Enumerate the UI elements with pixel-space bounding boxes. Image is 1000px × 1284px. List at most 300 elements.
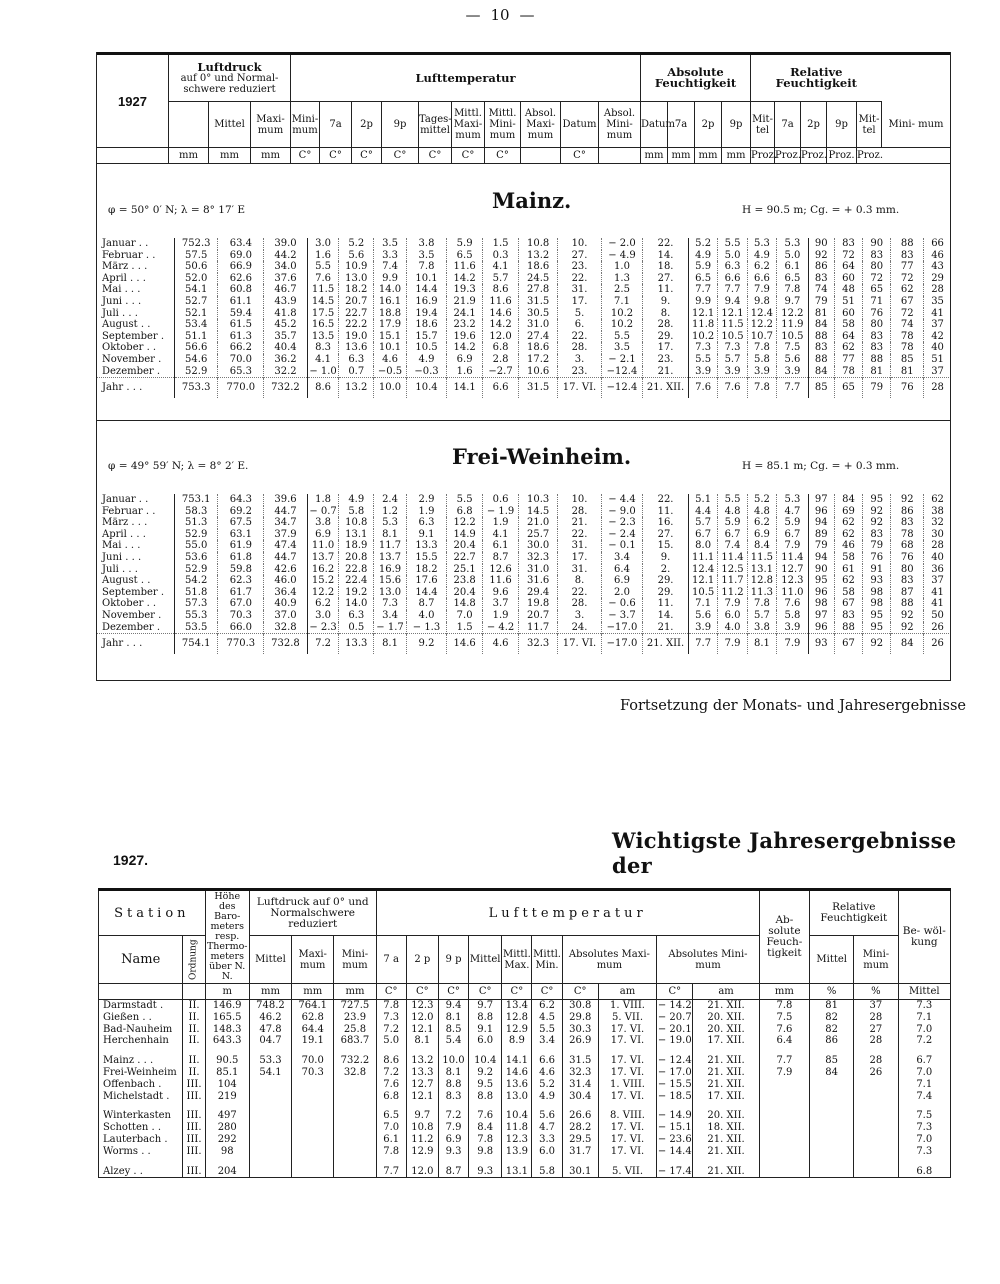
data-cell: 88 xyxy=(891,598,924,610)
station-name: Worms . . xyxy=(99,1146,183,1158)
data-cell: 5.1 xyxy=(688,494,717,506)
data-cell: 6.1 xyxy=(483,540,519,552)
data-cell: 67.0 xyxy=(218,598,264,610)
data-cell: 13.2 xyxy=(406,1055,438,1067)
data-cell: 4.6 xyxy=(374,354,407,366)
data-cell: 37 xyxy=(931,319,944,331)
month-label: Jahr . . . xyxy=(96,378,174,398)
data-cell: 10.0 xyxy=(374,378,407,398)
data-cell xyxy=(854,1110,898,1122)
data-cell: 26.6 xyxy=(562,1110,598,1122)
data-cell: 4.1 xyxy=(307,354,339,366)
data-cell: 58 xyxy=(834,587,862,599)
month-row xyxy=(96,296,951,308)
data-cell: 17. VI. xyxy=(598,1122,656,1134)
data-cell: 85 xyxy=(810,1055,854,1067)
data-cell: 8.6 xyxy=(483,284,519,296)
data-cell: 17.9 xyxy=(374,319,407,331)
data-cell: 96 xyxy=(808,587,834,599)
month-row xyxy=(96,540,951,552)
data-cell: 7.3 xyxy=(916,1000,933,1011)
data-cell: 13.2 xyxy=(339,378,374,398)
data-cell: 80 xyxy=(863,319,891,331)
data-cell: 80 xyxy=(863,261,891,273)
data-cell: 7.7 xyxy=(718,284,747,296)
data-cell: 28. xyxy=(558,506,602,518)
data-cell: 51.8 xyxy=(174,587,218,599)
data-cell: 21. XII. xyxy=(643,378,689,398)
month-label: April . . . xyxy=(96,273,174,285)
data-cell: 10.2 xyxy=(601,308,642,320)
data-cell: 165.5 xyxy=(205,1012,249,1024)
data-cell: 69.2 xyxy=(218,506,264,518)
data-cell: 23. xyxy=(558,366,602,378)
data-cell: 7.3 xyxy=(916,1145,933,1157)
luftdruck-header-2: Luftdruck auf 0° und Normalschwere reduziert xyxy=(249,890,376,936)
data-cell: − 23.6 xyxy=(657,1133,692,1145)
unit-label xyxy=(521,148,561,164)
data-cell: 9.1 xyxy=(406,529,446,541)
data-cell: 94 xyxy=(808,552,834,564)
data-cell: 52.0 xyxy=(174,273,218,285)
data-cell: 7.1 xyxy=(601,296,642,308)
data-cell: 86 xyxy=(891,506,924,518)
data-cell: 0.5 xyxy=(339,622,374,634)
data-cell: 13.2 xyxy=(519,250,558,262)
caption: Fortsetzung der Monats- und Jahresergebnisse xyxy=(620,698,966,714)
data-cell xyxy=(292,1134,334,1146)
data-cell: 11.9 xyxy=(777,319,809,331)
data-cell: 26.9 xyxy=(562,1035,598,1047)
data-cell: 28 xyxy=(931,284,944,296)
data-cell: 14.4 xyxy=(406,284,446,296)
column-header: Mittel xyxy=(209,102,251,148)
data-cell: 13.5 xyxy=(307,331,339,343)
data-cell: 64.3 xyxy=(218,494,264,506)
month-label: Dezember . xyxy=(96,622,174,634)
data-cell: 11.0 xyxy=(307,540,339,552)
data-cell: 62 xyxy=(931,494,944,505)
data-cell: 17. xyxy=(643,342,689,354)
station-row xyxy=(99,1000,951,1012)
data-cell: 21.9 xyxy=(447,296,483,308)
data-cell: 6.6 xyxy=(747,273,776,285)
data-cell: 1. VIII. xyxy=(598,1000,656,1012)
divider xyxy=(96,680,951,681)
data-cell: III. xyxy=(183,1079,205,1091)
data-cell: 13.1 xyxy=(502,1166,532,1178)
data-cell: 3.5 xyxy=(601,342,642,354)
data-cell: 6.0 xyxy=(718,610,747,622)
data-cell: 95 xyxy=(863,494,891,506)
data-cell: 5.0 xyxy=(376,1035,406,1047)
data-cell: 8.1 xyxy=(438,1012,468,1024)
data-cell: 8.8 xyxy=(469,1012,502,1024)
data-cell: 61.7 xyxy=(218,587,264,599)
data-cell: 7.9 xyxy=(759,1067,809,1079)
month-row xyxy=(96,342,951,354)
data-cell: − 18.5 xyxy=(657,1090,692,1102)
data-cell: 92 xyxy=(891,494,924,506)
data-cell: 95 xyxy=(863,622,891,634)
data-cell: 23.2 xyxy=(447,319,483,331)
data-cell: 23.8 xyxy=(447,575,483,587)
unit-label: mm xyxy=(722,148,751,164)
data-cell: 10.2 xyxy=(688,331,717,343)
data-cell: 12.9 xyxy=(406,1146,438,1158)
month-row xyxy=(96,564,951,576)
data-cell: 754.1 xyxy=(174,634,218,654)
data-cell: 12.9 xyxy=(502,1024,532,1036)
column-header: 7a xyxy=(668,102,695,148)
data-cell: III. xyxy=(183,1122,205,1134)
data-cell: 13.3 xyxy=(406,540,446,552)
data-cell: 10.0 xyxy=(438,1055,468,1067)
data-cell: 68 xyxy=(891,540,924,552)
station-row xyxy=(99,1024,951,1036)
data-cell: 5.7 xyxy=(483,273,519,285)
data-cell: 78 xyxy=(834,366,862,378)
data-cell xyxy=(759,1110,809,1122)
data-cell: 5. xyxy=(558,308,602,320)
unit-label: C° xyxy=(452,148,485,164)
data-cell: 23. xyxy=(558,261,602,273)
column-header: 2p xyxy=(695,102,722,148)
data-cell: 92 xyxy=(863,506,891,518)
data-cell: 7.8 xyxy=(777,284,809,296)
data-cell: 8.1 xyxy=(374,634,407,654)
data-cell: 42.6 xyxy=(264,564,308,576)
station-row xyxy=(99,1067,951,1079)
data-cell: 26 xyxy=(924,634,951,654)
data-cell: 18.6 xyxy=(406,319,446,331)
data-cell: 146.9 xyxy=(205,1000,249,1012)
data-cell: 91 xyxy=(863,564,891,576)
data-cell: 52.9 xyxy=(174,366,218,378)
data-cell: 3.8 xyxy=(307,517,339,529)
data-cell: III. xyxy=(183,1146,205,1158)
data-cell: 9.7 xyxy=(777,296,809,308)
data-cell: 1.9 xyxy=(483,517,519,529)
data-cell: 95 xyxy=(808,575,834,587)
column-header: Tages- mittel xyxy=(419,102,452,148)
data-cell: 32 xyxy=(931,517,944,529)
data-cell: 78 xyxy=(891,342,924,354)
station-row xyxy=(99,1166,951,1178)
data-cell: 37 xyxy=(854,1000,898,1012)
data-cell: 61.3 xyxy=(218,331,264,343)
data-cell: 67 xyxy=(834,598,862,610)
data-cell: 29 xyxy=(931,272,944,284)
data-cell: 46.7 xyxy=(264,284,308,296)
data-cell: 19.3 xyxy=(447,284,483,296)
left-rule xyxy=(96,52,97,680)
data-cell: 54.2 xyxy=(174,575,218,587)
data-cell: 36.4 xyxy=(264,587,308,599)
station-name: Herchenhain xyxy=(99,1035,183,1047)
data-cell: 36.2 xyxy=(264,354,308,366)
data-cell: 3.0 xyxy=(307,238,339,250)
data-cell: 17. XII. xyxy=(693,1035,759,1047)
data-cell: 8.4 xyxy=(747,540,776,552)
data-cell: 66.9 xyxy=(218,261,264,273)
data-cell: 10.5 xyxy=(406,342,446,354)
group-spacer xyxy=(99,1102,951,1110)
data-cell: 27. xyxy=(558,250,602,262)
data-cell xyxy=(334,1079,376,1091)
data-cell: 7.9 xyxy=(747,284,776,296)
data-cell: 98 xyxy=(863,598,891,610)
column-header: Maxi- mum xyxy=(251,102,291,148)
data-cell: 14.2 xyxy=(447,273,483,285)
data-cell: 28 xyxy=(924,378,951,398)
data-cell: 11.6 xyxy=(483,296,519,308)
data-cell xyxy=(249,1134,291,1146)
month-label: März . . . xyxy=(96,261,174,273)
data-cell: 34.0 xyxy=(264,261,308,273)
data-cell: 5.8 xyxy=(339,506,374,518)
data-cell: 10.3 xyxy=(519,494,558,506)
month-row xyxy=(96,598,951,610)
data-cell: 52.9 xyxy=(174,564,218,576)
data-cell: 43.9 xyxy=(264,296,308,308)
data-cell: 47.8 xyxy=(249,1024,291,1036)
unit-label: mm xyxy=(641,148,668,164)
data-cell: 54.1 xyxy=(249,1067,291,1079)
data-cell: 41.8 xyxy=(264,308,308,320)
data-cell: 14. xyxy=(643,250,689,262)
data-cell: 21. XII. xyxy=(693,1166,759,1178)
data-cell: 9.7 xyxy=(406,1110,438,1122)
data-cell: 3.9 xyxy=(688,366,717,378)
data-cell: 14.0 xyxy=(339,598,374,610)
data-cell: 52.1 xyxy=(174,308,218,320)
data-cell: II. xyxy=(183,1000,205,1012)
data-cell: 92 xyxy=(891,622,924,634)
data-cell: 5.4 xyxy=(438,1035,468,1047)
unit-label: % xyxy=(810,984,854,1000)
data-cell xyxy=(292,1091,334,1103)
data-cell: 8.1 xyxy=(747,634,776,654)
column-header: 2p xyxy=(801,102,827,148)
unit-label: C° xyxy=(291,148,320,164)
data-cell: 8.8 xyxy=(469,1091,502,1103)
data-cell xyxy=(249,1110,291,1122)
data-cell: 748.2 xyxy=(249,1000,291,1012)
column-header: Mini- mum xyxy=(291,102,320,148)
data-cell: 16.1 xyxy=(374,296,407,308)
data-cell: 21. xyxy=(643,366,689,378)
data-cell: 9. xyxy=(643,296,689,308)
data-cell: 6.9 xyxy=(447,354,483,366)
data-cell: − 14.9 xyxy=(657,1110,692,1122)
data-cell: 66 xyxy=(931,238,944,249)
data-cell: 19.1 xyxy=(292,1035,334,1047)
data-cell: 56.6 xyxy=(174,342,218,354)
data-cell: − 2.3 xyxy=(601,517,642,529)
column-header: Mit- tel xyxy=(751,102,775,148)
data-cell xyxy=(249,1091,291,1103)
month-row xyxy=(96,610,951,622)
data-cell: 29.8 xyxy=(562,1012,598,1024)
data-cell: III. xyxy=(183,1110,205,1122)
data-cell: 104 xyxy=(205,1079,249,1091)
data-cell: 41 xyxy=(931,307,944,319)
unit-label: Mittel xyxy=(908,986,940,997)
data-cell: 29. xyxy=(643,575,689,587)
data-cell: 72 xyxy=(863,273,891,285)
annual-results-title: Wichtigste Jahresergebnisse der xyxy=(612,828,957,878)
data-cell: 63.4 xyxy=(218,238,264,250)
data-cell: 10.7 xyxy=(747,331,776,343)
data-cell: 9.7 xyxy=(469,1000,502,1012)
data-cell: III. xyxy=(183,1166,205,1178)
data-cell: 88 xyxy=(834,622,862,634)
data-cell: 29. xyxy=(643,331,689,343)
data-cell: 30.5 xyxy=(519,308,558,320)
data-cell: 26 xyxy=(931,621,944,633)
data-cell: 53.3 xyxy=(249,1055,291,1067)
data-cell: 20. XII. xyxy=(693,1024,759,1036)
data-cell: 683.7 xyxy=(334,1035,376,1047)
data-cell: 20.4 xyxy=(447,540,483,552)
data-cell: 16. xyxy=(643,517,689,529)
year-label: 1927 xyxy=(97,54,169,148)
data-cell: 7.0 xyxy=(376,1122,406,1134)
data-cell: 7.8 xyxy=(469,1134,502,1146)
data-cell: 52.7 xyxy=(174,296,218,308)
data-cell: 5. VII. xyxy=(598,1012,656,1024)
data-cell: 30 xyxy=(931,528,944,540)
abs-feuchtigkeit-header: Absolute Feuchtigkeit xyxy=(641,54,751,102)
data-cell: 32.2 xyxy=(264,366,308,378)
month-label: August . . xyxy=(96,319,174,331)
data-cell: 6.5 xyxy=(376,1110,406,1122)
column-header: Datum xyxy=(641,102,668,148)
data-cell xyxy=(810,1110,854,1122)
data-cell: 84 xyxy=(834,494,862,506)
data-cell: 1.0 xyxy=(601,261,642,273)
data-cell: 7.2 xyxy=(376,1067,406,1079)
data-cell: − 0.7 xyxy=(307,506,339,518)
month-label: Oktober . . xyxy=(96,342,174,354)
data-cell: 7.9 xyxy=(718,598,747,610)
data-cell: 7.5 xyxy=(759,1012,809,1024)
data-cell: 67 xyxy=(834,634,862,654)
station-row xyxy=(99,1134,951,1146)
month-row xyxy=(96,575,951,587)
data-cell: 8.1 xyxy=(438,1067,468,1079)
column-header: Mittl. Max. xyxy=(502,936,532,984)
data-cell: 3. xyxy=(558,354,602,366)
data-cell: 753.1 xyxy=(174,494,218,506)
data-cell: 37.0 xyxy=(264,610,308,622)
data-cell: − 14.4 xyxy=(657,1145,692,1157)
data-cell: 13.1 xyxy=(747,564,776,576)
freiweinheim-coordinates: φ = 49° 59′ N; λ = 8° 2′ E. xyxy=(108,460,249,472)
data-cell: 15.1 xyxy=(374,331,407,343)
data-cell: 12.2 xyxy=(747,319,776,331)
data-cell: 92 xyxy=(891,610,924,622)
data-cell: 7.7 xyxy=(777,378,809,398)
data-cell: 15.2 xyxy=(307,575,339,587)
month-row xyxy=(96,494,951,506)
data-cell: 62.6 xyxy=(218,273,264,285)
data-cell xyxy=(249,1166,291,1178)
data-cell: 11.5 xyxy=(747,552,776,564)
unit-label: C° xyxy=(406,984,438,1000)
data-cell: 44.2 xyxy=(264,250,308,262)
data-cell: 13.6 xyxy=(502,1079,532,1091)
data-cell: 8.4 xyxy=(469,1122,502,1134)
data-cell: 6.6 xyxy=(483,378,519,398)
column-header: Absol. Maxi- mum xyxy=(521,102,561,148)
data-cell: 7.9 xyxy=(777,540,809,552)
data-cell: 81 xyxy=(810,1000,854,1012)
month-row xyxy=(96,622,951,634)
column-header: Mini- mum xyxy=(888,118,944,130)
data-cell: 12.0 xyxy=(406,1012,438,1024)
station-row xyxy=(99,1079,951,1091)
data-cell: − 17.0 xyxy=(657,1066,692,1078)
data-cell: 11. xyxy=(643,598,689,610)
data-cell: 11.0 xyxy=(777,587,809,599)
data-cell: 8.5 xyxy=(438,1024,468,1036)
data-cell: 17. VI. xyxy=(558,378,602,398)
data-cell xyxy=(854,1166,898,1178)
data-cell: 13.1 xyxy=(339,529,374,541)
data-cell: 96 xyxy=(808,622,834,634)
unit-label: C° xyxy=(382,148,419,164)
data-cell: III. xyxy=(183,1134,205,1146)
unit-label: am xyxy=(598,984,656,1000)
data-cell: 11.8 xyxy=(688,319,717,331)
data-cell: − 4.2 xyxy=(483,622,519,634)
month-row xyxy=(96,517,951,529)
data-cell: 12.0 xyxy=(483,331,519,343)
data-cell: 53.6 xyxy=(174,552,218,564)
data-cell: 17.5 xyxy=(307,308,339,320)
data-cell: 92 xyxy=(863,517,891,529)
data-cell: 4.8 xyxy=(747,506,776,518)
data-cell: 62 xyxy=(891,284,924,296)
data-cell: 9.2 xyxy=(469,1067,502,1079)
data-cell: 10.1 xyxy=(406,273,446,285)
data-cell: 7.3 xyxy=(718,342,747,354)
data-cell: 27.4 xyxy=(519,331,558,343)
data-cell: 70.3 xyxy=(292,1067,334,1079)
unit-label: C° xyxy=(657,984,693,1000)
unit-label: m xyxy=(205,984,249,1000)
data-cell: 3.9 xyxy=(688,622,717,634)
unit-label: mm xyxy=(169,148,209,164)
data-cell: − 1.0 xyxy=(307,366,339,378)
data-cell: 9.3 xyxy=(438,1146,468,1158)
data-cell: 32.3 xyxy=(519,552,558,564)
data-cell: 7.8 xyxy=(376,1146,406,1158)
column-header: 2p xyxy=(352,102,382,148)
data-cell: 7.5 xyxy=(916,1110,933,1122)
data-cell: 59.8 xyxy=(218,564,264,576)
station-name: Michelstadt . xyxy=(99,1091,183,1103)
data-cell xyxy=(334,1091,376,1103)
data-cell: 62 xyxy=(834,575,862,587)
data-cell: II. xyxy=(183,1012,205,1024)
data-cell: II. xyxy=(183,1067,205,1079)
data-cell: 8.0 xyxy=(688,540,717,552)
data-cell: 58 xyxy=(834,552,862,564)
data-cell: 57.5 xyxy=(174,250,218,262)
